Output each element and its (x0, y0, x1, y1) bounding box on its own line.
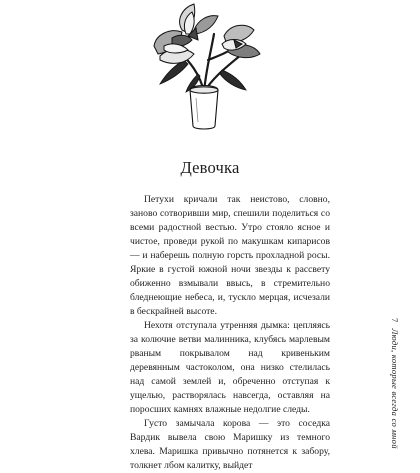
running-head (386, 318, 400, 449)
magnolia-flower-top (180, 4, 218, 40)
magnolia-flower-right (222, 25, 260, 57)
paragraph-1: Петухи кричали так неистово, словно, заново сотворивши мир, спешили поделиться со всеми радостной вестью. Утро стояло ясное и чистое, проведи рукой по макушкам кипарисов — и наберешь полную горсть прохладной росы. Яркие в густой южной ночи звезды к рассвету обиженно взмывали ввысь, в стремительно бледнеющие небеса, и, тускло мерцая, исчезали в бескрайней высоте. (130, 194, 330, 317)
paragraph-3: Густо замычала корова — это соседка Вардик вывела свою Маришку из темного хлева. Маришка привычно потянется к забору, толкнет лбом калитку, выйдет (130, 418, 330, 471)
paragraph-2: Нехотя отступала утренняя дымка: цепляясь за колючие ветви малинника, клубясь марлевым рваным покрывалом над кривеньким деревянным частоколом, она низко стелилась над самой землей и, обреченно отступая к ущелью, растворялась навсегда, оставляя на поросших камнях влажные недолгие следы. (130, 320, 330, 415)
magnolia-vase-illustration (138, 0, 268, 132)
page-number: 7 (390, 318, 400, 323)
vase (190, 86, 218, 130)
running-head-text: Люди, которые всегда со мной (390, 328, 400, 449)
chapter-title: Девочка (180, 158, 240, 177)
chapter-body (130, 193, 330, 473)
